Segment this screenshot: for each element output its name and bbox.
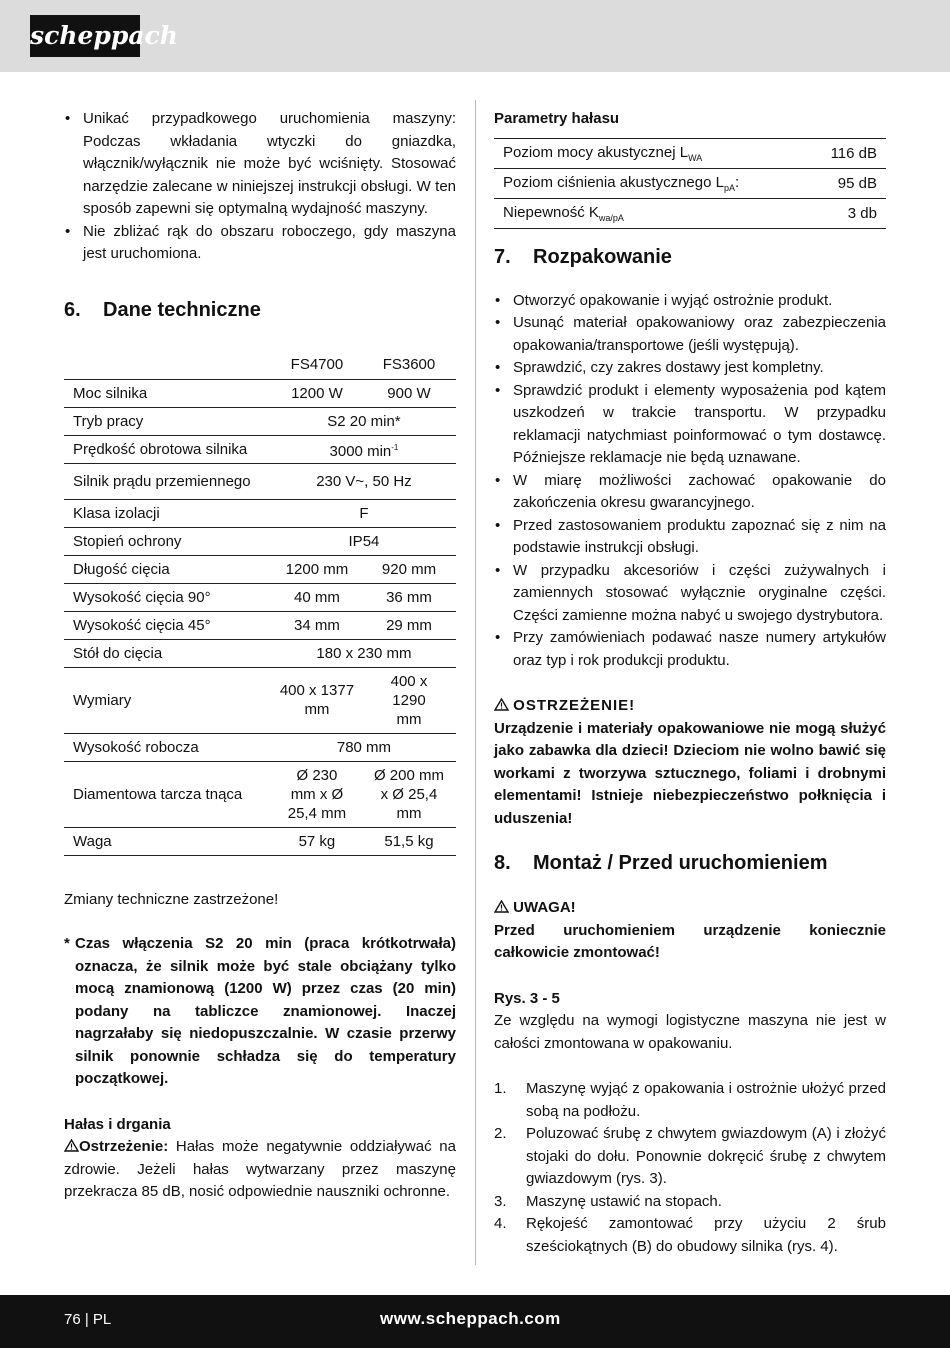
table-row [64, 407, 456, 435]
table-header-cell [64, 351, 272, 380]
figure-reference: Rys. 3 - 5 [494, 989, 560, 1007]
row-label: Wysokość cięcia 45° [64, 611, 272, 639]
param-subscript: WA [688, 152, 703, 163]
list-item: • Nie zbliżać rąk do obszaru roboczego, gdy maszyna jest uruchomiona. [64, 221, 456, 266]
step-number: 4. [494, 1215, 507, 1232]
noise-params-table [494, 138, 886, 229]
assembly-steps [494, 1078, 886, 1258]
row-label: Tryb pracy [64, 407, 272, 435]
table-row [494, 168, 886, 198]
param-label-text: Poziom ciśnienia akustycznego L [503, 173, 724, 191]
param-subscript: wa/pA [598, 212, 624, 223]
table-row [64, 463, 456, 499]
row-label: Prędkość obrotowa silnika [64, 435, 272, 463]
section-heading-8 [494, 852, 886, 875]
section-number: 6. [64, 298, 81, 321]
scheppach-logo: scheppach [30, 15, 140, 57]
row-label: Wysokość cięcia 90° [64, 583, 272, 611]
section-title: Rozpakowanie [533, 245, 672, 268]
table-header-cell: FS4700 [272, 351, 362, 380]
noise-warning-text: Hałas może negatywnie oddziaływać na zdrowie. Jeżeli hałas wytwarzany przez maszynę przekracza 85 dB, nosić odpowiednie nauszniki ochronne. [64, 1138, 456, 1200]
cell-fs3600: 36 mm [362, 583, 456, 611]
cell-fs4700: 1200 W [272, 379, 362, 407]
cell-fs4700: 40 mm [272, 583, 362, 611]
footer-bar [0, 1295, 950, 1348]
step-text: Poluzować śrubę z chwytem gwiazdowym (A) i złożyć stojaki do dołu. Ponownie dokręcić śrubę z chwytem gwiazdowym (rys. 3). [526, 1125, 886, 1187]
param-value: 3 db [807, 198, 886, 228]
cell-fs3600: 900 W [362, 379, 456, 407]
row-label: Długość cięcia [64, 555, 272, 583]
list-item: • Unikać przypadkowego uruchomienia maszyny: Podczas wkładania wtyczki do gniazdka, włącznik/wyłącznik nie może być wciśnięty. Stosować narzędzie zalecane w niniejszej instrukcji obsługi. W ten sposób zapewni się optymalną wydajność maszyny. [64, 108, 456, 221]
step-text: Maszynę wyjąć z opakowania i ostrożnie ułożyć przed sobą na podłożu. [526, 1080, 886, 1120]
footnote-text: Czas włączenia S2 20 min (praca krótkotrwała) oznacza, że silnik może być stale obciążany tylko mocą znamionową (1200 W) przez czas (20 min) podany na tabliczce znamionowej. Inaczej nagrzałaby się niedopuszczalnie. W czasie przerwy silnik ponownie schładza się do temperatury początkowej. [75, 935, 456, 1087]
noise-params-title: Parametry hałasu [494, 110, 620, 127]
table-row [64, 435, 456, 463]
noise-warning-label: Ostrzeżenie: [79, 1138, 169, 1155]
cell-fs4700: 1200 mm [272, 555, 362, 583]
list-item [494, 1191, 886, 1214]
cell-fs4700: 34 mm [272, 611, 362, 639]
noise-warning [64, 1136, 456, 1204]
param-label [494, 138, 807, 168]
cell-fs4700: Ø 230 mm x Ø 25,4 mm [272, 761, 362, 827]
table-row [64, 827, 456, 855]
website-url: www.scheppach.com [380, 1309, 561, 1328]
cell-shared: S2 20 min* [272, 407, 456, 435]
table-row [64, 639, 456, 667]
param-subscript: pA [723, 182, 735, 193]
section-heading-7 [494, 246, 886, 269]
table-header-cell: FS3600 [362, 351, 456, 380]
cell-fs4700: 57 kg [272, 827, 362, 855]
section-number: 8. [494, 852, 511, 874]
row-label: Stół do cięcia [64, 639, 272, 667]
row-label: Stopień ochrony [64, 527, 272, 555]
page-number: 76 | PL [64, 1311, 112, 1328]
cell-fs3600: 51,5 kg [362, 827, 456, 855]
list-item: • Sprawdzić produkt i elementy wyposażenia pod kątem uszkodzeń w trakcie transportu. W przypadku reklamacji natychmiast poinformować o tym dostawcę. Późniejsze reklamacje nie będą uznawane. [494, 380, 886, 470]
table-row [494, 138, 886, 168]
param-suffix: : [734, 173, 740, 191]
table-row [64, 733, 456, 761]
cell-shared: 230 V~, 50 Hz [272, 463, 456, 499]
table-row [64, 379, 456, 407]
param-label [494, 198, 807, 228]
section-title: Dane techniczne [103, 298, 261, 321]
column-divider [475, 100, 476, 1265]
rpm-unit-exponent: -1 [391, 442, 399, 452]
list-item: • Przed zastosowaniem produktu zapoznać się z nim na podstawie instrukcji obsługi. [494, 515, 886, 560]
step-number: 1. [494, 1080, 507, 1097]
section-number: 7. [494, 245, 511, 268]
list-item: • Usunąć materiał opakowaniowy oraz zabezpieczenia opakowania/transportowe (jeśli występują). [494, 312, 886, 357]
row-label: Diamentowa tarcza tnąca [64, 761, 272, 827]
param-label-text: Poziom mocy akustycznej L [503, 143, 689, 161]
tech-specs-table [64, 351, 456, 856]
header-bar [0, 0, 950, 72]
table-row [64, 583, 456, 611]
rpm-value: 3000 min [329, 442, 392, 460]
noise-heading: Hałas i drgania [64, 1115, 171, 1133]
table-row [64, 555, 456, 583]
unpack-bullets [494, 290, 886, 673]
warning-triangle-icon [64, 1138, 79, 1155]
warning-triangle-icon [494, 899, 509, 916]
attention-block [494, 897, 886, 965]
warning-title [494, 695, 886, 718]
step-text: Maszynę ustawić na stopach. [526, 1192, 722, 1210]
table-row [64, 761, 456, 827]
table-header-row [64, 351, 456, 380]
cell-fs3600: 920 mm [362, 555, 456, 583]
row-label: Waga [64, 827, 272, 855]
step-text: Rękojeść zamontować przy użyciu 2 śrub sześciokątnych (B) do obudowy silnika (rys. 4). [526, 1215, 886, 1255]
param-value: 116 dB [807, 138, 886, 168]
cell-shared: F [272, 499, 456, 527]
section-title: Montaż / Przed uruchomieniem [533, 852, 828, 874]
param-label [494, 168, 807, 198]
section-heading-6 [64, 299, 456, 322]
list-item: • W miarę możliwości zachować opakowanie do zakończenia okresu gwarancyjnego. [494, 470, 886, 515]
row-label: Silnik prądu przemiennego [64, 463, 272, 499]
right-column [494, 108, 886, 1258]
footnote-marker: * [64, 935, 70, 952]
list-item: • Przy zamówieniach podawać nasze numery artykułów oraz typ i rok produkcji produktu. [494, 627, 886, 672]
warning-triangle-icon [494, 697, 509, 714]
cell-fs3600: 29 mm [362, 611, 456, 639]
table-row [494, 198, 886, 228]
cell-shared [272, 435, 456, 463]
step-number: 2. [494, 1125, 507, 1142]
attention-text: Przed uruchomieniem urządzenie koniecznie całkowicie zmontować! [494, 921, 886, 961]
technical-changes-note: Zmiany techniczne zastrzeżone! [64, 890, 279, 908]
figure-text: Ze względu na wymogi logistyczne maszyna nie jest w całości zmontowana w opakowaniu. [494, 1012, 886, 1052]
step-number: 3. [494, 1192, 507, 1210]
cell-shared: IP54 [272, 527, 456, 555]
table-row [64, 667, 456, 733]
attention-title-text: UWAGA! [513, 899, 576, 916]
warning-title-text: OSTRZEŻENIE! [513, 697, 636, 714]
table-row [64, 611, 456, 639]
cell-shared: 180 x 230 mm [272, 639, 456, 667]
attention-title [494, 897, 886, 920]
left-column [64, 108, 456, 1204]
row-label: Wysokość robocza [64, 733, 272, 761]
warning-text: Urządzenie i materiały opakowaniowe nie mogą służyć jako zabawka dla dzieci! Dzieciom nie wolno bawić się workami z tworzywa sztucznego, foliami i drobnymi elementami! Istnieje niebezpieczeństwo połknięcia i uduszenia! [494, 719, 886, 827]
intro-bullets [64, 108, 456, 266]
cell-fs4700: 400 x 1377 mm [272, 667, 362, 733]
list-item: • Otworzyć opakowanie i wyjąć ostrożnie produkt. [494, 290, 886, 313]
list-item: • Sprawdzić, czy zakres dostawy jest kompletny. [494, 357, 886, 380]
cell-fs3600: Ø 200 mm x Ø 25,4 mm [362, 761, 456, 827]
cell-fs3600: 400 x 1290 mm [362, 667, 456, 733]
cell-shared: 780 mm [272, 733, 456, 761]
row-label: Moc silnika [64, 379, 272, 407]
warning-block [494, 695, 886, 830]
list-item: • W przypadku akcesoriów i części zużywalnych i zamiennych stosować wyłącznie oryginalne części. Części zamienne można nabyć u swojego dystrybutora. [494, 560, 886, 628]
footnote-block [64, 933, 456, 1091]
table-row [64, 527, 456, 555]
param-label-text: Niepewność K [503, 203, 599, 221]
list-item [494, 1213, 886, 1258]
table-row [64, 499, 456, 527]
row-label: Klasa izolacji [64, 499, 272, 527]
list-item [494, 1078, 886, 1123]
list-item [494, 1123, 886, 1191]
row-label: Wymiary [64, 667, 272, 733]
param-value: 95 dB [807, 168, 886, 198]
